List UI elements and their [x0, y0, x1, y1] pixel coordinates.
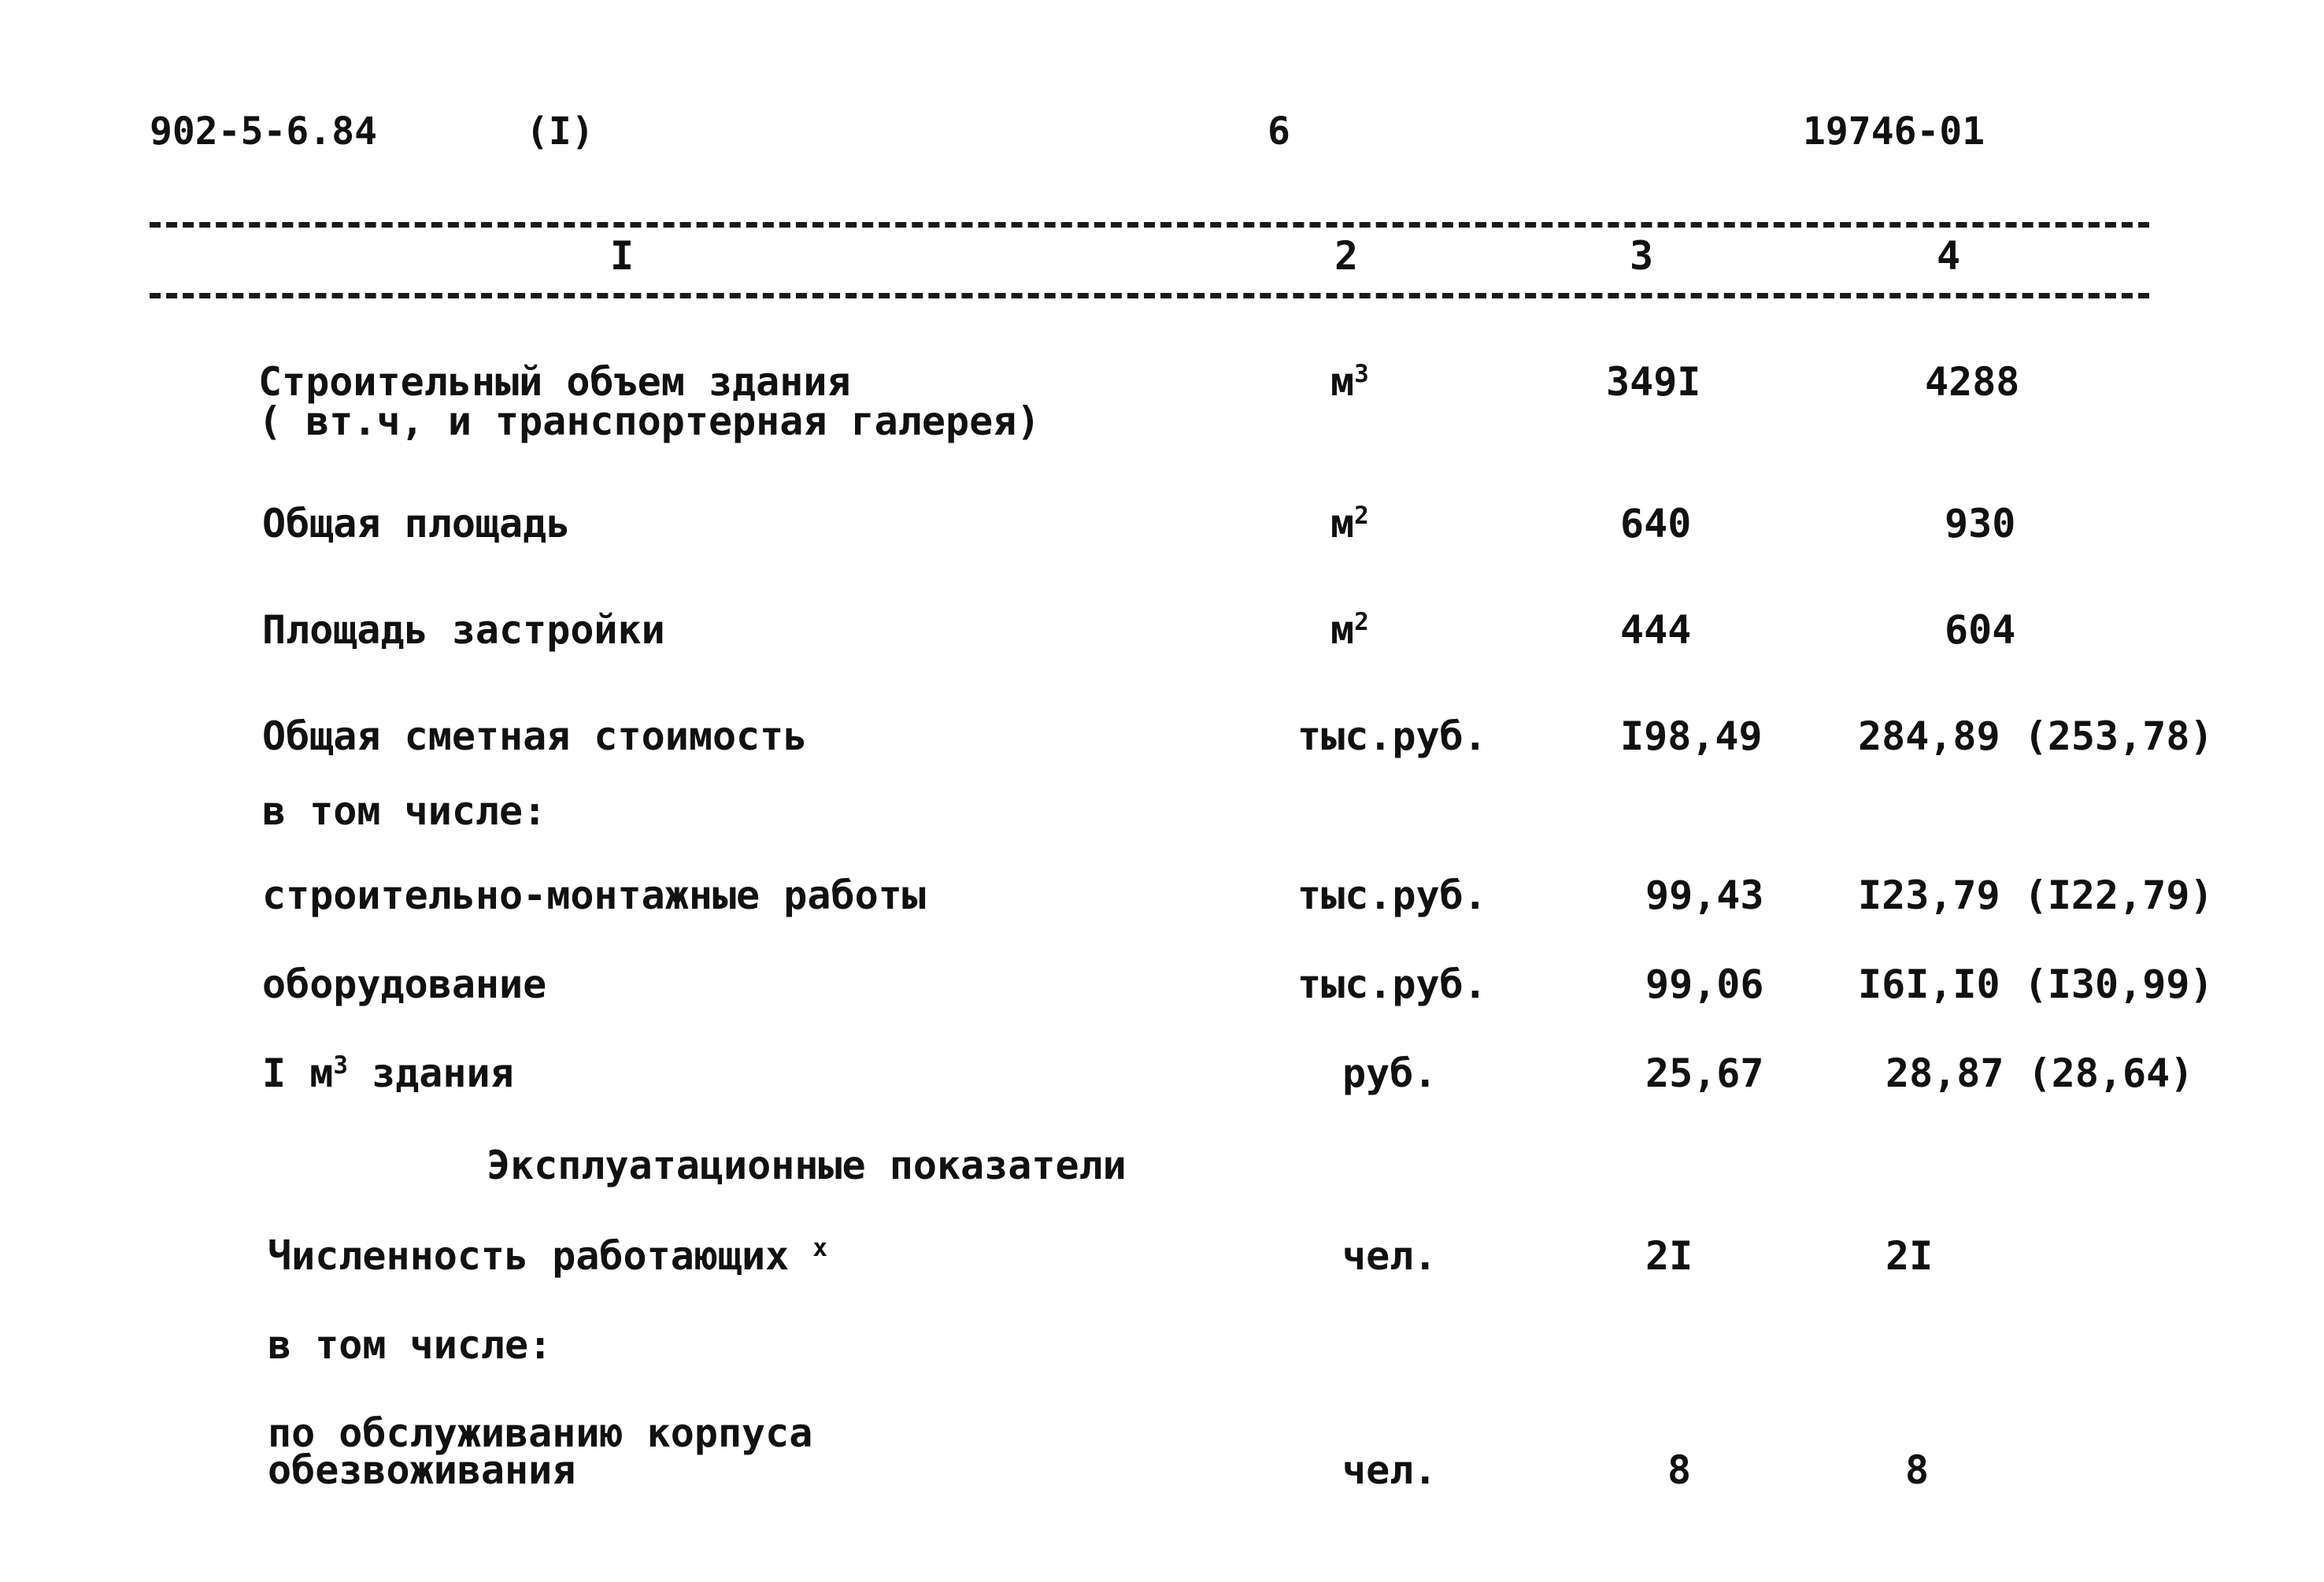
row-unit: тыс.руб. — [1297, 961, 1487, 1007]
row-label: Строительный объем здания — [258, 359, 851, 405]
row-label: в том числе: — [268, 1322, 553, 1368]
document-number: 19746-01 — [1803, 109, 1985, 154]
page-number: 6 — [1267, 109, 1290, 154]
row-unit: руб. — [1342, 1050, 1438, 1096]
row-label: в том числе: — [262, 788, 547, 834]
row-value-col3: 2I — [1645, 1233, 1693, 1279]
row-label: I $м^3$ здания — [262, 1050, 514, 1096]
row-label: Общая сметная стоимость — [262, 713, 808, 759]
column-header-4: 4 — [1937, 233, 1961, 279]
row-label: по обслуживанию корпуса — [268, 1410, 813, 1456]
row-value-col4: 930 — [1945, 501, 2016, 546]
row-unit: чел. — [1342, 1447, 1438, 1493]
row-label-continued: обезвоживания — [268, 1447, 576, 1493]
row-unit: $м^2$ — [1330, 607, 1369, 653]
header-rule-top — [150, 222, 2149, 228]
column-header-1: I — [610, 233, 635, 279]
section-title: Эксплуатационные показатели — [487, 1143, 1127, 1188]
row-value-col4: 284,89 (253,78) — [1858, 713, 2214, 759]
row-value-col3: 8 — [1667, 1447, 1692, 1493]
row-unit: $м^2$ — [1330, 501, 1369, 546]
row-value-col4: 2I — [1885, 1233, 1934, 1279]
row-value-col3: 444 — [1620, 607, 1692, 653]
row-label-continued: ( вт.ч, и транспортерная галерея) — [258, 398, 1041, 444]
row-value-col4: 28,87 (28,64) — [1885, 1050, 2194, 1096]
row-unit: тыс.руб. — [1297, 713, 1487, 759]
row-unit: тыс.руб. — [1297, 873, 1487, 918]
row-value-col3: 99,43 — [1645, 873, 1764, 918]
row-unit: чел. — [1342, 1233, 1438, 1279]
column-header-3: 3 — [1630, 233, 1654, 279]
row-value-col4: I23,79 (I22,79) — [1858, 873, 2214, 918]
column-header-2: 2 — [1334, 233, 1359, 279]
row-value-col3: 99,06 — [1645, 961, 1764, 1007]
row-label: Общая площадь — [262, 501, 571, 546]
row-value-col4: I6I,I0 (I30,99) — [1858, 961, 2214, 1007]
row-value-col3: I98,49 — [1620, 713, 1763, 759]
row-value-col3: 349I — [1606, 359, 1701, 405]
row-label: Площадь застройки — [262, 607, 665, 653]
row-label: оборудование — [262, 961, 547, 1007]
row-value-col3: 640 — [1620, 501, 1692, 546]
row-value-col3: 25,67 — [1645, 1050, 1764, 1096]
row-unit: $м^3$ — [1330, 359, 1369, 405]
row-value-col4: 604 — [1945, 607, 2016, 653]
document-code: 902-5-6.84 — [150, 109, 377, 154]
row-value-col4: 4288 — [1925, 359, 2020, 405]
row-label: строительно-монтажные работы — [262, 873, 926, 918]
header-rule-bottom — [150, 293, 2149, 298]
row-value-col4: 8 — [1905, 1447, 1930, 1493]
row-label: Численность работающих $^x$ — [268, 1233, 828, 1279]
issue-number: (I) — [526, 109, 594, 154]
